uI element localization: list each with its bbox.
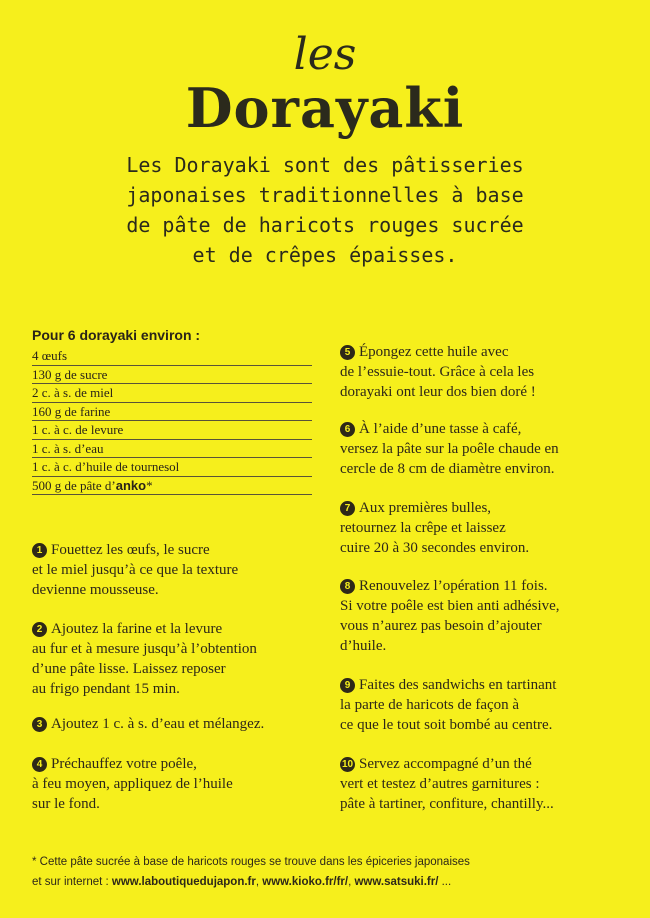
step-number-badge: 3	[32, 717, 47, 732]
step-line: et le miel jusqu’à ce que la texture	[32, 562, 239, 578]
ingredient-anko-prefix: 500 g de pâte d’	[32, 477, 116, 493]
step-line: Faites des sandwichs en tartinant	[359, 677, 557, 693]
footnote-line: * Cette pâte sucrée à base de haricots rouges se trouve dans les épiceries japonaises	[32, 856, 470, 868]
step-9	[340, 675, 630, 735]
footnote-prefix: et sur internet :	[32, 876, 112, 888]
step-line: vert et testez d’autres garnitures :	[340, 776, 540, 792]
step-line: vous n’aurez pas besoin d’ajouter	[340, 618, 542, 634]
intro-line: japonaises traditionnelles à base	[126, 183, 524, 207]
step-line: Épongez cette huile avec	[359, 344, 509, 360]
footnote-links-line	[32, 872, 632, 892]
step-line: Préchauffez votre poêle,	[51, 756, 197, 772]
ingredient-item: 4 œufs	[32, 347, 312, 366]
ingredient-item-anko	[32, 477, 312, 496]
step-line: Ajoutez la farine et la levure	[51, 621, 223, 637]
step-2	[32, 619, 322, 699]
step-line: À l’aide d’une tasse à café,	[359, 421, 522, 437]
step-8	[340, 576, 630, 656]
step-line: cercle de 8 cm de diamètre environ.	[340, 461, 555, 477]
step-number-badge: 4	[32, 757, 47, 772]
ingredient-anko-asterisk: *	[146, 477, 153, 493]
step-line: à feu moyen, appliquez de l’huile	[32, 776, 233, 792]
step-line: ce que le tout soit bombé au centre.	[340, 717, 553, 733]
step-line: la parte de haricots de façon à	[340, 697, 520, 713]
step-line: de l’essuie-tout. Grâce à cela les	[340, 364, 535, 380]
step-7	[340, 498, 630, 558]
step-number-badge: 5	[340, 345, 355, 360]
footnote	[32, 852, 632, 892]
step-line: dorayaki ont leur dos bien doré !	[340, 384, 536, 400]
step-number-badge: 1	[32, 543, 47, 558]
step-number-badge: 2	[32, 622, 47, 637]
step-number-badge: 10	[341, 759, 354, 770]
step-line: Fouettez les œufs, le sucre	[51, 542, 210, 558]
link-satsuki[interactable]: www.satsuki.fr/	[354, 876, 439, 888]
step-4	[32, 754, 322, 814]
step-line: pâte à tartiner, confiture, chantilly...	[340, 796, 554, 812]
step-10	[340, 754, 630, 814]
step-line: Si votre poêle est bien anti adhésive,	[340, 598, 560, 614]
step-line: Aux premières bulles,	[359, 500, 492, 516]
step-line: d’huile.	[340, 638, 387, 654]
intro-text	[60, 150, 590, 270]
step-line: versez la pâte sur la poêle chaude en	[340, 441, 559, 457]
ingredient-item: 160 g de farine	[32, 403, 312, 422]
ingredient-anko-word: anko	[115, 477, 147, 493]
step-line: retournez la crêpe et laissez	[340, 520, 506, 536]
ingredient-item: 1 c. à c. d’huile de tournesol	[32, 458, 312, 477]
step-number-badge: 6	[340, 422, 355, 437]
intro-line: et de crêpes épaisses.	[192, 243, 458, 267]
step-number-badge: 7	[340, 501, 355, 516]
ingredient-item: 130 g de sucre	[32, 366, 312, 385]
ingredients-list	[32, 325, 312, 495]
page-title: Dorayaki	[185, 76, 465, 140]
step-line: au frigo pendant 15 min.	[32, 681, 180, 697]
step-line: Servez accompagné d’un thé	[359, 756, 532, 772]
step-line: Ajoutez 1 c. à s. d’eau et mélangez.	[51, 716, 265, 732]
intro-line: Les Dorayaki sont des pâtisseries	[126, 153, 524, 177]
title-small: les	[293, 29, 357, 80]
ingredient-item: 1 c. à c. de levure	[32, 421, 312, 440]
ingredients-heading: Pour 6 dorayaki environ :	[32, 327, 201, 343]
step-number-badge: 8	[340, 579, 355, 594]
step-1	[32, 540, 322, 600]
ingredient-item: 1 c. à s. d’eau	[32, 440, 312, 459]
step-3	[32, 714, 322, 734]
link-laboutiquedujapon[interactable]: www.laboutiquedujapon.fr	[111, 876, 256, 888]
step-line: Renouvelez l’opération 11 fois.	[359, 578, 548, 594]
step-line: au fur et à mesure jusqu’à l’obtention	[32, 641, 257, 657]
link-kioko[interactable]: www.kioko.fr/fr/	[262, 876, 349, 888]
intro-line: de pâte de haricots rouges sucrée	[126, 213, 524, 237]
separator: ,	[348, 876, 355, 888]
ingredient-item: 2 c. à s. de miel	[32, 384, 312, 403]
step-line: cuire 20 à 30 secondes environ.	[340, 540, 530, 556]
step-5	[340, 342, 630, 402]
step-6	[340, 419, 630, 479]
step-line: d’une pâte lisse. Laissez reposer	[32, 661, 226, 677]
step-line: devienne mousseuse.	[32, 582, 159, 598]
separator: ,	[255, 876, 263, 888]
step-line: sur le fond.	[32, 796, 100, 812]
step-number-badge: 9	[340, 678, 355, 693]
footnote-suffix: ...	[438, 876, 452, 888]
